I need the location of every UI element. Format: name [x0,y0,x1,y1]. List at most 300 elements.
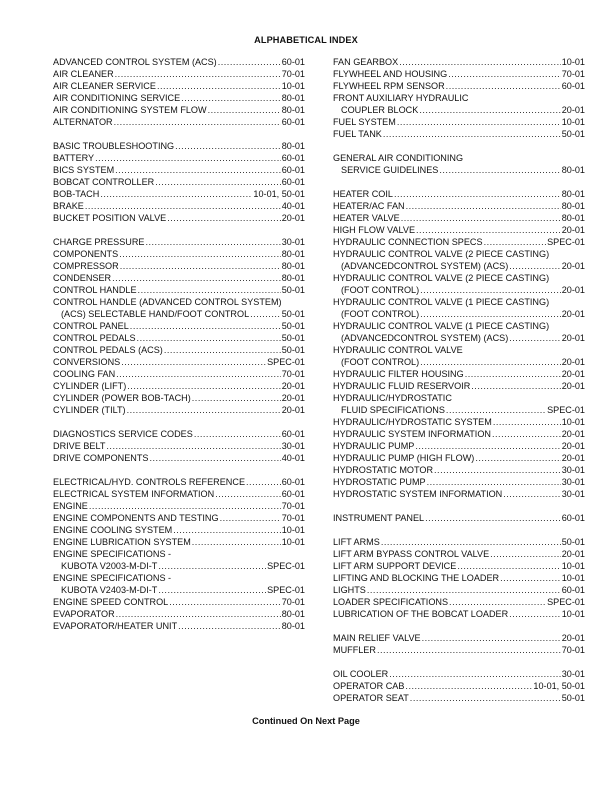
dot-leader [169,596,281,608]
dot-leader [167,212,281,224]
index-entry[interactable] [53,68,305,80]
index-entry-label: LIFT ARMS [333,537,380,547]
index-entry[interactable] [333,452,585,464]
index-entry[interactable] [333,512,585,524]
index-entry-label: CONTROL PEDALS [53,333,136,343]
index-entry-label: HYDRAULIC CONNECTION SPECS [333,237,483,247]
index-entry-page[interactable]: 80-01 [561,201,585,211]
dot-leader [250,308,281,320]
index-entry-label: DRIVE COMPONENTS [53,453,149,463]
dot-leader [157,80,281,92]
index-entry[interactable] [333,368,585,380]
dot-leader [397,116,561,128]
index-entry[interactable] [53,548,305,572]
dot-leader [422,632,561,644]
dot-leader [471,380,560,392]
index-entry-page[interactable]: 30-01 [561,489,585,499]
index-entry-page[interactable]: 60-01 [281,489,305,499]
index-entry[interactable] [333,488,585,500]
index-entry-page[interactable]: 20-01 [561,105,585,115]
index-entry-label-continued: (FOOT CONTROL) [341,357,420,367]
index-entry-label: CYLINDER (POWER BOB-TACH) [53,393,191,403]
index-entry-page[interactable]: 70-01 [281,69,305,79]
index-entry-page[interactable]: 60-01 [281,57,305,67]
index-entry[interactable] [333,608,585,620]
index-entry-label: HYDRAULIC CONTROL VALVE (2 PIECE CASTING) [333,249,550,259]
index-entry[interactable] [53,596,305,608]
index-entry-page[interactable]: 10-01 [561,57,585,67]
index-entry-page[interactable]: 30-01 [281,237,305,247]
dot-leader [100,188,252,200]
index-entry[interactable] [53,200,305,212]
index-entry-page[interactable]: 70-01 [281,501,305,511]
index-entry-page[interactable]: 10-01 [281,81,305,91]
index-entry[interactable] [333,68,585,80]
index-entry-label: CONTROL HANDLE (ADVANCED CONTROL SYSTEM) [53,297,282,307]
index-entry[interactable] [53,344,305,356]
dot-leader [158,560,266,572]
index-entry[interactable] [53,452,305,464]
index-entry[interactable] [333,128,585,140]
index-entry-page[interactable]: 70-01 [561,645,585,655]
index-entry-label: LOADER SPECIFICATIONS [333,597,449,607]
index-entry-page[interactable]: 20-01 [281,381,305,391]
index-entry-label: HIGH FLOW VALVE [333,225,416,235]
index-entry-page[interactable]: 10-01 [561,573,585,583]
dot-leader [416,224,561,236]
index-entry[interactable] [53,164,305,176]
dot-leader [114,116,281,128]
index-entry[interactable] [333,560,585,572]
index-entry-label: ALTERNATOR [53,117,113,127]
index-entry-page[interactable]: 70-01 [281,597,305,607]
index-entry-label: HEATER COIL [333,189,393,199]
index-entry-label: BUCKET POSITION VALVE [53,213,167,223]
index-entry-label: ADVANCED CONTROL SYSTEM (ACS) [53,57,217,67]
index-entry[interactable] [333,428,585,440]
index-entry-page[interactable]: 50-01 [561,693,585,703]
index-entry[interactable] [333,380,585,392]
index-entry-label-continued: (ADVANCEDCONTROL SYSTEM) (ACS) [341,261,509,271]
index-entry[interactable] [333,644,585,656]
index-entry-page[interactable]: 70-01 [281,513,305,523]
index-entry-page[interactable]: 80-01 [281,105,305,115]
index-entry-page[interactable]: 40-01 [281,201,305,211]
index-entry[interactable] [333,224,585,236]
index-entry-page[interactable]: 60-01 [281,477,305,487]
dot-leader [377,644,561,656]
index-entry[interactable] [333,272,585,296]
index-entry-label: COOLING FAN [53,369,116,379]
index-entry[interactable] [53,236,305,248]
index-entry-label: HYDRAULIC CONTROL VALVE (1 PIECE CASTING) [333,321,550,331]
index-entry[interactable] [53,140,305,152]
index-entry-label: OPERATOR SEAT [333,693,409,703]
index-entry-page[interactable]: 60-01 [281,429,305,439]
index-entry-label: ENGINE [53,501,88,511]
index-entry[interactable] [53,56,305,68]
index-entry[interactable] [53,392,305,404]
dot-leader [208,104,281,116]
dot-leader [121,356,266,368]
index-entry-page[interactable]: 20-01 [281,405,305,415]
index-entry-label-continued: FLUID SPECIFICATIONS [341,405,445,415]
dot-leader [457,560,560,572]
dot-leader [178,620,281,632]
dot-leader [465,368,561,380]
index-entry[interactable] [53,296,305,320]
dot-leader [394,188,561,200]
index-entry[interactable] [333,536,585,548]
index-entry-page[interactable]: 20-01 [281,393,305,403]
index-entry-label-continued: (FOOT CONTROL) [341,309,420,319]
index-entry-label: CONTROL PANEL [53,321,129,331]
dot-leader [85,200,281,212]
index-entry-label: FRONT AUXILIARY HYDRAULIC [333,93,469,103]
dot-leader [194,428,281,440]
index-entry-page[interactable]: 20-01 [561,429,585,439]
dot-leader [425,512,561,524]
index-entry[interactable] [53,500,305,512]
index-entry-page[interactable]: 60-01 [561,81,585,91]
index-entry-label: LIGHTS [333,585,366,595]
index-entry-page[interactable]: 20-01 [561,285,585,295]
index-entry-page[interactable]: 20-01 [561,261,585,271]
index-entry-label: HYDROSTATIC MOTOR [333,465,434,475]
index-entry[interactable] [53,260,305,272]
index-entry-page[interactable]: 10-01 [561,561,585,571]
index-entry-page[interactable]: 10-01 [561,417,585,427]
index-entry-label: INSTRUMENT PANEL [333,513,425,523]
letter-group-spacer [333,140,585,152]
index-entry-label: LIFT ARM BYPASS CONTROL VALVE [333,549,490,559]
index-entry-label: HYDRAULIC FILTER HOUSING [333,369,464,379]
index-entry[interactable] [53,524,305,536]
dot-leader [439,164,560,176]
index-entry-label: MUFFLER [333,645,376,655]
index-entry-label: ELECTRICAL/HYD. CONTROLS REFERENCE [53,477,246,487]
index-entry-page[interactable]: 30-01 [561,477,585,487]
letter-group-spacer [53,464,305,476]
index-entry[interactable] [333,80,585,92]
index-entry-page[interactable]: 50-01 [281,333,305,343]
dot-leader [137,332,281,344]
index-entry[interactable] [333,692,585,704]
index-entry-page[interactable]: 40-01 [281,453,305,463]
dot-leader [192,536,281,548]
letter-group-spacer [333,524,585,536]
letter-group-spacer [333,176,585,188]
index-entry-page[interactable]: 50-01 [561,537,585,547]
dot-leader [475,452,560,464]
index-entry-label-continued: SERVICE GUIDELINES [341,165,439,175]
letter-group-spacer [333,656,585,668]
dot-leader [173,524,280,536]
index-entry-label: HEATER VALVE [333,213,400,223]
index-entry-page[interactable]: 50-01 [281,285,305,295]
index-entry-page[interactable]: 80-01 [561,213,585,223]
index-entry-page[interactable]: 20-01 [561,309,585,319]
index-entry[interactable] [333,596,585,608]
index-entry-page[interactable]: 60-01 [281,165,305,175]
dot-leader [127,380,280,392]
dot-leader [175,140,281,152]
dot-leader [493,416,561,428]
dot-leader [383,128,561,140]
index-entry-page[interactable]: 20-01 [561,549,585,559]
index-entry-page[interactable]: 10-01 [281,537,305,547]
letter-group-spacer [53,416,305,428]
index-entry-label: GENERAL AIR CONDITIONING [333,153,464,163]
index-entry-label: LIFTING AND BLOCKING THE LOADER [333,573,500,583]
index-entry-page[interactable]: 20-01 [561,633,585,643]
dot-leader [509,332,560,344]
index-entry-page[interactable]: 70-01 [281,369,305,379]
index-entry[interactable] [53,152,305,164]
dot-leader [116,608,281,620]
index-entry-label: DIAGNOSTICS SERVICE CODES [53,429,193,439]
index-entry-page[interactable]: 20-01 [561,225,585,235]
index-entry[interactable] [333,476,585,488]
page-title: ALPHABETICAL INDEX [254,35,358,45]
letter-group-spacer [53,128,305,140]
index-entry-page[interactable]: 80-01 [281,261,305,271]
dot-leader [405,680,532,692]
index-entry[interactable] [53,248,305,260]
index-entry[interactable] [333,344,585,368]
index-entry-label: BOB-TACH [53,189,100,199]
dot-leader [484,236,547,248]
index-entry-label: HYDRAULIC CONTROL VALVE (1 PIECE CASTING) [333,297,550,307]
dot-leader [181,92,281,104]
index-entry-page[interactable]: 60-01 [281,177,305,187]
index-entry-page[interactable]: 30-01 [561,465,585,475]
letter-group-spacer [333,620,585,632]
index-entry-page[interactable]: 10-01 [561,117,585,127]
index-entry-label: HYDRAULIC/HYDROSTATIC SYSTEM [333,417,492,427]
dot-leader [145,236,280,248]
index-entry[interactable] [53,212,305,224]
dot-leader [509,260,560,272]
dot-leader [446,404,546,416]
index-entry[interactable] [53,332,305,344]
dot-leader [112,272,281,284]
index-entry[interactable] [333,188,585,200]
index-entry-label: AIR CONDITIONING SYSTEM FLOW [53,105,207,115]
index-entry[interactable] [333,668,585,680]
index-entry[interactable] [333,680,585,692]
index-entry-page[interactable]: 80-01 [281,273,305,283]
index-entry[interactable] [53,92,305,104]
index-entry-page[interactable]: 20-01 [561,453,585,463]
index-entry-page[interactable]: 60-01 [281,153,305,163]
index-entry-label-continued: KUBOTA V2003-M-DI-T [61,561,158,571]
index-entry-page[interactable]: 70-01 [561,69,585,79]
index-entry-page[interactable]: SPEC-01 [267,357,305,367]
index-entry-label: BASIC TROUBLESHOOTING [53,141,175,151]
index-entry-page[interactable]: 60-01 [561,585,585,595]
index-entry[interactable] [333,236,585,248]
index-entry[interactable] [53,440,305,452]
index-entry[interactable] [53,428,305,440]
index-entry-page[interactable]: 10-01 [281,525,305,535]
index-entry-label-continued: (ADVANCEDCONTROL SYSTEM) (ACS) [341,333,509,343]
index-entry[interactable] [333,416,585,428]
dot-leader [115,164,281,176]
index-entry-label: AIR CONDITIONING SERVICE [53,93,181,103]
index-entry-page[interactable]: SPEC-01 [267,561,305,571]
index-entry-page[interactable]: 20-01 [561,381,585,391]
index-entry-label: ENGINE LUBRICATION SYSTEM [53,537,191,547]
index-entry[interactable] [333,464,585,476]
index-entry[interactable] [333,440,585,452]
letter-group-spacer [53,224,305,236]
index-entry-page[interactable]: 30-01 [561,669,585,679]
index-entry-label: HEATER/AC FAN [333,201,405,211]
index-entry-label: EVAPORATOR/HEATER UNIT [53,621,178,631]
index-entry-label: FAN GEARBOX [333,57,399,67]
index-entry-label: CYLINDER (TILT) [53,405,126,415]
index-entry-page[interactable]: 50-01 [281,309,305,319]
index-entry[interactable] [333,584,585,596]
index-entry-label-continued: (ACS) SELECTABLE HAND/FOOT CONTROL [61,309,250,319]
index-entry-page[interactable]: 50-01 [281,345,305,355]
index-entry[interactable] [333,548,585,560]
index-entry-page[interactable]: SPEC-01 [547,405,585,415]
dot-leader [381,536,561,548]
dot-leader [389,668,560,680]
index-entry-page[interactable]: 10-01 [561,609,585,619]
index-entry-label: CHARGE PRESSURE [53,237,145,247]
index-entry-label: MAIN RELIEF VALVE [333,633,421,643]
dot-leader [130,320,281,332]
index-entry[interactable] [53,80,305,92]
index-entry-page[interactable]: 80-01 [281,93,305,103]
dot-leader [155,176,281,188]
index-entry-label: ENGINE SPECIFICATIONS - [53,573,172,583]
index-entry[interactable] [53,572,305,596]
index-entry[interactable] [333,392,585,416]
index-entry[interactable] [53,476,305,488]
index-entry[interactable] [53,608,305,620]
index-entry-page[interactable]: 50-01 [561,129,585,139]
dot-leader [218,56,281,68]
index-entry[interactable] [333,320,585,344]
index-entry-page[interactable]: 20-01 [281,213,305,223]
index-entry-page[interactable]: 20-01 [561,333,585,343]
dot-leader [115,68,281,80]
index-entry[interactable] [53,512,305,524]
index-entry-page[interactable]: 80-01 [281,249,305,259]
dot-leader [89,500,281,512]
index-entry-page[interactable]: 60-01 [281,117,305,127]
dot-leader [127,404,281,416]
dot-leader [367,584,561,596]
index-entry-page[interactable]: 10-01, 50-01 [533,681,585,691]
index-entry-label: CONTROL PEDALS (ACS) [53,345,163,355]
dot-leader [490,548,561,560]
index-entry[interactable] [53,536,305,548]
index-entry[interactable] [333,212,585,224]
index-entry[interactable] [333,200,585,212]
index-entry-label: BICS SYSTEM [53,165,115,175]
index-entry[interactable] [53,320,305,332]
index-entry-page[interactable]: 80-01 [281,609,305,619]
dot-leader [419,104,560,116]
index-entry[interactable] [53,368,305,380]
index-entry[interactable] [333,248,585,272]
dot-leader [420,308,561,320]
index-entry-page[interactable]: 20-01 [561,357,585,367]
index-entry[interactable] [333,92,585,116]
index-entry-page[interactable]: 50-01 [281,321,305,331]
index-entry-page[interactable]: 20-01 [561,441,585,451]
index-entry-label-continued: COUPLER BLOCK [341,105,419,115]
index-entry-page[interactable]: 20-01 [561,369,585,379]
index-entry[interactable] [53,116,305,128]
index-entry[interactable] [333,116,585,128]
dot-leader [95,152,281,164]
index-entry-label: COMPONENTS [53,249,119,259]
index-entry-label: CONTROL HANDLE [53,285,137,295]
dot-leader [415,440,560,452]
index-entry-label: ENGINE SPECIFICATIONS - [53,549,172,559]
index-entry-page[interactable]: 60-01 [561,513,585,523]
index-entry-label: ELECTRICAL SYSTEM INFORMATION [53,489,215,499]
continued-note: Continued On Next Page [252,716,360,726]
index-entry-page[interactable]: 80-01 [561,189,585,199]
index-entry-page[interactable]: 10-01, 50-01 [253,189,305,199]
index-entry-label: HYDRAULIC SYSTEM INFORMATION [333,429,491,439]
index-entry-page[interactable]: SPEC-01 [267,585,305,595]
index-entry[interactable] [333,632,585,644]
index-entry-label: AIR CLEANER [53,69,114,79]
index-entry-label: FUEL SYSTEM [333,117,396,127]
index-entry-label-continued: KUBOTA V2403-M-DI-T [61,585,158,595]
index-entry[interactable] [333,572,585,584]
index-entry[interactable] [53,404,305,416]
index-entry[interactable] [53,488,305,500]
index-entry-page[interactable]: SPEC-01 [547,237,585,247]
letter-group-spacer [333,500,585,512]
index-entry[interactable] [53,284,305,296]
index-entry[interactable] [53,620,305,632]
index-entry[interactable] [53,176,305,188]
index-entry[interactable] [333,152,585,176]
index-entry-page[interactable]: 30-01 [281,441,305,451]
index-entry[interactable] [53,380,305,392]
index-entry[interactable] [53,272,305,284]
index-entry-page[interactable]: 80-01 [281,621,305,631]
dot-leader [119,248,281,260]
index-entry-label: ENGINE COMPONENTS AND TESTING [53,513,219,523]
index-entry-page[interactable]: 80-01 [281,141,305,151]
index-entry-page[interactable]: 80-01 [561,165,585,175]
index-entry-page[interactable]: SPEC-01 [547,597,585,607]
index-entry[interactable] [333,56,585,68]
index-entry-label: AIR CLEANER SERVICE [53,81,156,91]
dot-leader [410,692,561,704]
index-entry-label: HYDRAULIC/HYDROSTATIC [333,393,452,403]
dot-leader [164,344,281,356]
index-entry-label: FLYWHEEL AND HOUSING [333,69,448,79]
index-entry-label: OPERATOR CAB [333,681,405,691]
index-entry[interactable] [53,188,305,200]
dot-leader [215,488,281,500]
index-entry[interactable] [53,104,305,116]
index-entry[interactable] [333,296,585,320]
index-entry[interactable] [53,356,305,368]
